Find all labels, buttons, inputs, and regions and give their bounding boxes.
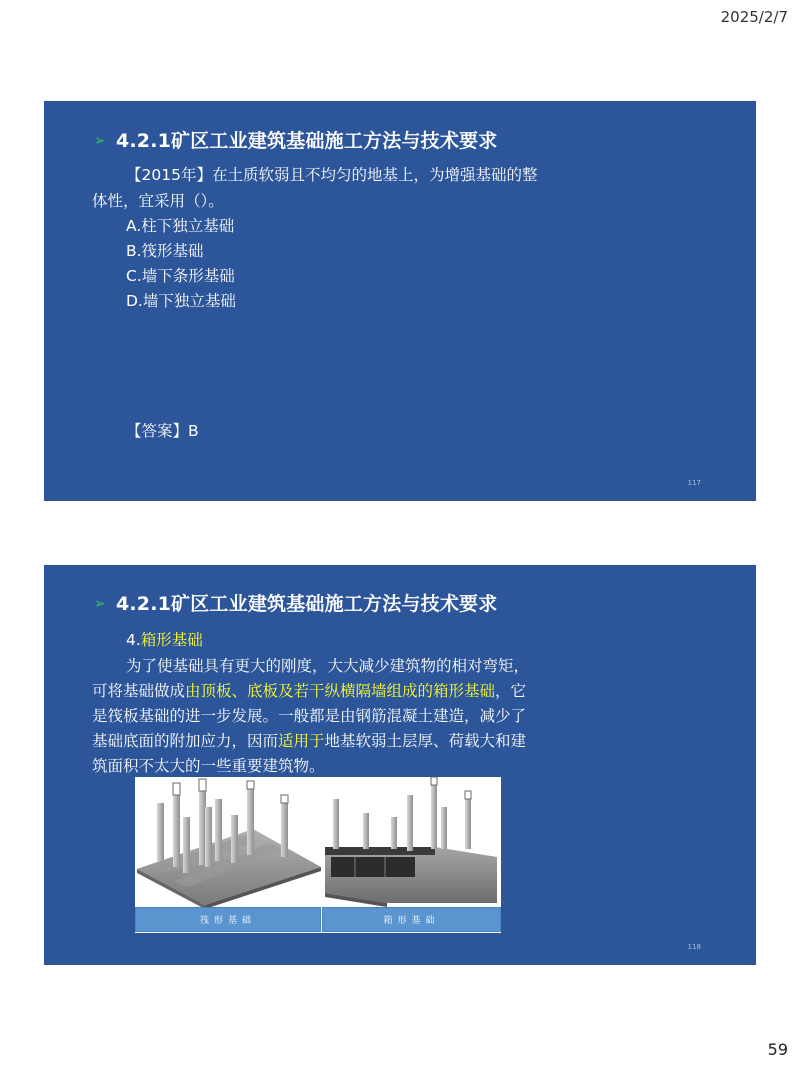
slide-number: 117 [687,479,701,487]
slide-title: ➢ 4.2.1矿区工业建筑基础施工方法与技术要求 [94,130,498,152]
option-b: B.筏形基础 [126,242,204,260]
raft-foundation-drawing [137,779,321,907]
caption-box-foundation: 箱形基础 [322,907,501,932]
subtitle: 4.箱形基础 [126,631,203,649]
arrow-bullet-icon: ➢ [94,133,106,149]
box-foundation-drawing [325,777,497,907]
paragraph-line-4: 基础底面的附加应力，因而适用于地基软弱土层厚、荷载大和建 [92,732,527,750]
page-number: 59 [767,1040,788,1059]
option-d: D.墙下独立基础 [126,292,236,310]
slide-title: ➢ 4.2.1矿区工业建筑基础施工方法与技术要求 [94,593,498,615]
paragraph-line-2: 可将基础做成由顶板、底板及若干纵横隔墙组成的箱形基础，它 [92,682,527,700]
question-line-1: 【2015年】在土质软弱且不均匀的地基上，为增强基础的整 [126,166,538,184]
question-line-2: 体性，宜采用（）。 [92,192,224,210]
arrow-bullet-icon: ➢ [94,596,106,612]
answer: 【答案】B [126,422,199,440]
paragraph-line-1: 为了使基础具有更大的刚度，大大减少建筑物的相对弯矩， [126,657,530,675]
caption-raft-foundation: 筏形基础 [135,907,321,932]
slide-number: 118 [687,943,701,951]
paragraph-line-3: 是筏板基础的进一步发展。一般都是由钢筋混凝土建造，减少了 [92,707,527,725]
foundation-illustration [135,777,501,933]
option-c: C.墙下条形基础 [126,267,235,285]
option-a: A.柱下独立基础 [126,217,235,235]
slide-118 [44,565,756,965]
slide-117 [44,101,756,501]
print-date: 2025/2/7 [720,8,788,26]
foundation-diagrams [135,777,501,907]
paragraph-line-5: 筑面积不太大的一些重要建筑物。 [92,757,325,775]
